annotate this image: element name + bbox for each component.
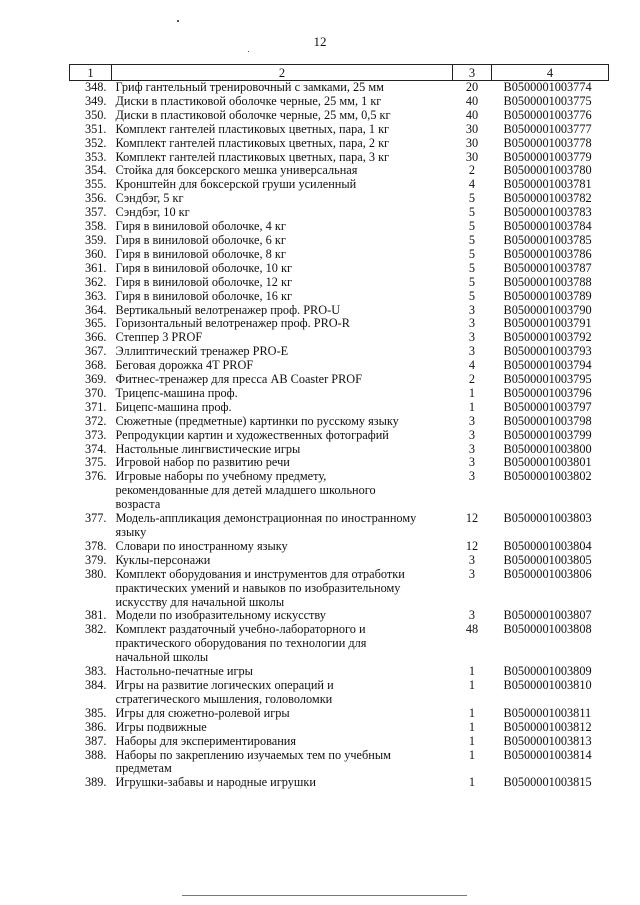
item-name-line: стратегического мышления, головоломки: [115, 691, 333, 706]
row-number: 364.: [84, 302, 107, 317]
item-name: Комплект гантелей пластиковых цветных, пара, 3 кг: [115, 149, 390, 164]
row-number: 379.: [84, 552, 107, 567]
row-number: 385.: [84, 705, 107, 720]
item-code: В0500001003797: [503, 399, 592, 414]
item-code: В0500001003794: [503, 358, 592, 373]
item-name: Наборы для экспериментирования: [115, 733, 297, 748]
table-row: [70, 359, 609, 373]
item-name: [112, 568, 453, 610]
table-row: [70, 151, 609, 165]
row-number: 367.: [84, 344, 107, 359]
table-row: [70, 206, 609, 220]
row-number: 386.: [84, 719, 107, 734]
item-quantity: 1: [468, 677, 476, 692]
item-code: В0500001003791: [503, 316, 592, 331]
item-code: В0500001003796: [503, 385, 592, 400]
item-name: Комплект гантелей пластиковых цветных, пара, 2 кг: [115, 135, 390, 150]
row-number: 366.: [84, 330, 107, 345]
item-name: Настольно-печатные игры: [115, 664, 253, 679]
item-quantity: 20: [465, 80, 479, 94]
item-name: Гиря в виниловой оболочке, 16 кг: [115, 288, 293, 303]
table-header-row: [70, 65, 609, 81]
item-quantity: 12: [465, 538, 479, 553]
item-name: Эллиптический тренажер PRO-E: [115, 344, 289, 359]
row-number: 383.: [84, 664, 107, 679]
row-number: 371.: [84, 399, 107, 414]
item-quantity: 30: [465, 121, 479, 136]
table-body: [70, 81, 609, 791]
item-name: Комплект гантелей пластиковых цветных, пара, 1 кг: [115, 121, 390, 136]
item-code: В0500001003783: [503, 205, 592, 220]
row-number: 356.: [84, 191, 107, 206]
item-code: В0500001003807: [503, 608, 592, 623]
item-name: Гиря в виниловой оболочке, 12 кг: [115, 274, 293, 289]
item-name: Фитнес-тренажер для пресса AB Coaster PROF: [115, 372, 363, 387]
row-number: 361.: [84, 260, 107, 275]
row-number: 363.: [84, 288, 107, 303]
item-code: В0500001003782: [503, 191, 592, 206]
row-number: 369.: [84, 372, 107, 387]
item-code: В0500001003803: [503, 511, 592, 526]
item-code: В0500001003785: [503, 232, 592, 247]
table-row: [70, 470, 609, 512]
item-quantity: 4: [468, 358, 476, 373]
row-number: 360.: [84, 246, 107, 261]
row-number: 388.: [84, 747, 107, 762]
table-row: [70, 137, 609, 151]
item-code: В0500001003814: [503, 747, 592, 762]
row-number: 353.: [84, 149, 107, 164]
row-number: 378.: [84, 538, 107, 553]
table-row: [70, 679, 609, 707]
table-row: [70, 220, 609, 234]
item-name: Гиря в виниловой оболочке, 8 кг: [115, 246, 286, 261]
row-number: 376.: [84, 469, 107, 484]
item-quantity: 3: [468, 608, 476, 623]
table-row: [70, 429, 609, 443]
item-name-line: практического оборудования по технологии для: [115, 636, 367, 651]
item-name-line: начальной школы: [115, 650, 209, 665]
item-code: В0500001003813: [503, 733, 592, 748]
item-quantity: 3: [468, 469, 476, 484]
item-code: В0500001003776: [503, 107, 592, 122]
item-code: В0500001003806: [503, 566, 592, 581]
item-name: Сэндбэг, 5 кг: [115, 191, 184, 206]
item-code: В0500001003778: [503, 135, 592, 150]
table-row: [70, 192, 609, 206]
row-number: 389.: [84, 775, 107, 790]
item-quantity: 5: [468, 232, 476, 247]
row-number: 348.: [84, 80, 107, 94]
item-name: Игровой набор по развитию речи: [115, 455, 290, 470]
table-row: [70, 554, 609, 568]
item-quantity: 1: [468, 775, 476, 790]
row-number: 373.: [84, 427, 107, 442]
table-row: [70, 456, 609, 470]
scan-speck: [248, 51, 249, 52]
row-number: 382.: [84, 622, 107, 637]
table-row: [70, 512, 609, 540]
table-row: [70, 262, 609, 276]
header-cell-name: 2: [112, 65, 453, 81]
item-name: Трицепс-машина проф.: [115, 385, 238, 400]
inventory-table: [69, 64, 609, 790]
table-row: [70, 735, 609, 749]
item-name-line: Комплект раздаточный учебно-лабораторного и: [115, 622, 366, 637]
item-quantity: 3: [468, 455, 476, 470]
item-name-line: языку: [115, 525, 147, 539]
table-row: [70, 609, 609, 623]
item-name: Гриф гантельный тренировочный с замками, 25 мм: [115, 80, 384, 94]
item-code: В0500001003800: [503, 441, 592, 456]
header-cell-number: 1: [70, 65, 112, 81]
table-row: [70, 276, 609, 290]
row-number: 351.: [84, 121, 107, 136]
item-name: Настольные лингвистические игры: [115, 441, 301, 456]
item-name: Диски в пластиковой оболочке черные, 25 мм, 0,5 кг: [115, 107, 391, 122]
row-number: 365.: [84, 316, 107, 331]
item-quantity: 5: [468, 260, 476, 275]
item-code: В0500001003811: [503, 705, 592, 720]
table-row: [70, 665, 609, 679]
row-number: 357.: [84, 205, 107, 220]
item-code: В0500001003781: [503, 177, 592, 192]
item-code: В0500001003802: [503, 469, 592, 484]
table-row: [70, 304, 609, 318]
item-quantity: 5: [468, 191, 476, 206]
row-number: 384.: [84, 677, 107, 692]
table-row: [70, 387, 609, 401]
item-name: Сэндбэг, 10 кг: [115, 205, 190, 220]
item-quantity: 12: [465, 511, 479, 526]
row-number: 377.: [84, 511, 107, 526]
item-name: Игры для сюжетно-ролевой игры: [115, 705, 290, 720]
item-code: В0500001003798: [503, 413, 592, 428]
item-quantity: 1: [468, 705, 476, 720]
item-name: Диски в пластиковой оболочке черные, 25 мм, 1 кг: [115, 93, 382, 108]
item-name: [112, 679, 453, 707]
item-name-line: предметам: [115, 761, 172, 776]
item-quantity: 1: [468, 399, 476, 414]
item-code: В0500001003808: [503, 622, 592, 637]
item-quantity: 1: [468, 747, 476, 762]
item-name: Горизонтальный велотренажер проф. PRO-R: [115, 316, 350, 331]
table-row: [70, 415, 609, 429]
item-name: Словари по иностранному языку: [115, 538, 288, 553]
item-quantity: 40: [465, 93, 479, 108]
item-quantity: 30: [465, 149, 479, 164]
row-number: 354.: [84, 163, 107, 178]
item-code: В0500001003805: [503, 552, 592, 567]
item-quantity: 3: [468, 427, 476, 442]
item-name: Кронштейн для боксерской груши усиленный: [115, 177, 357, 192]
row-number: 381.: [84, 608, 107, 623]
item-name-line: практических умений и навыков по изобразительному: [115, 580, 401, 595]
table-row: [70, 443, 609, 457]
table-row: [70, 81, 609, 95]
item-code: В0500001003786: [503, 246, 592, 261]
table-row: [70, 707, 609, 721]
item-quantity: 1: [468, 719, 476, 734]
item-quantity: 2: [468, 372, 476, 387]
row-number: 368.: [84, 358, 107, 373]
item-name: Беговая дорожка 4T PROF: [115, 358, 254, 373]
item-code: В0500001003812: [503, 719, 592, 734]
table-row: [70, 623, 609, 665]
table-row: [70, 568, 609, 610]
item-name-line: искусству для начальной школы: [115, 594, 285, 609]
row-number: 372.: [84, 413, 107, 428]
item-name-line: возраста: [115, 497, 161, 512]
item-quantity: 40: [465, 107, 479, 122]
item-code: В0500001003779: [503, 149, 592, 164]
item-code: В0500001003804: [503, 538, 592, 553]
table-row: [70, 331, 609, 345]
item-code: В0500001003788: [503, 274, 592, 289]
item-quantity: 30: [465, 135, 479, 150]
item-name-line: Игры на развитие логических операций и: [115, 677, 334, 692]
item-quantity: 4: [468, 177, 476, 192]
item-name-line: Игровые наборы по учебному предмету,: [115, 469, 327, 484]
item-code: В0500001003784: [503, 219, 592, 234]
item-name: Степпер 3 PROF: [115, 330, 203, 345]
row-number: 359.: [84, 232, 107, 247]
table-row: [70, 776, 609, 790]
item-code: В0500001003809: [503, 664, 592, 679]
item-name: Гиря в виниловой оболочке, 10 кг: [115, 260, 293, 275]
row-number: 380.: [84, 566, 107, 581]
item-quantity: 1: [468, 733, 476, 748]
item-name: Гиря в виниловой оболочке, 6 кг: [115, 232, 286, 247]
item-quantity: 5: [468, 205, 476, 220]
item-code: В0500001003810: [503, 677, 592, 692]
item-name: [112, 623, 453, 665]
table-row: [70, 721, 609, 735]
scan-speck: [177, 20, 179, 22]
item-name: Репродукции картин и художественных фотографий: [115, 427, 389, 442]
table-row: [70, 178, 609, 192]
item-code: В0500001003787: [503, 260, 592, 275]
row-number: 362.: [84, 274, 107, 289]
item-name: [112, 512, 453, 540]
item-name: Куклы-персонажи: [115, 552, 211, 567]
item-name-line: Модель-аппликация демонстрационная по иностранному: [115, 511, 417, 526]
table-row: [70, 749, 609, 777]
item-code: В0500001003789: [503, 288, 592, 303]
table-row: [70, 373, 609, 387]
item-name: Сюжетные (предметные) картинки по русскому языку: [115, 413, 399, 428]
item-quantity: 3: [468, 302, 476, 317]
header-cell-quantity: 3: [453, 65, 492, 81]
item-name: Вертикальный велотренажер проф. PRO-U: [115, 302, 341, 317]
item-name-line: Комплект оборудования и инструментов для отработки: [115, 566, 405, 581]
item-code: В0500001003792: [503, 330, 592, 345]
row-number: 387.: [84, 733, 107, 748]
table-row: [70, 317, 609, 331]
item-name: [112, 749, 453, 777]
item-quantity: 3: [468, 552, 476, 567]
table-row: [70, 95, 609, 109]
item-name: Игрушки-забавы и народные игрушки: [115, 775, 316, 790]
row-number: 375.: [84, 455, 107, 470]
row-number: 355.: [84, 177, 107, 192]
item-quantity: 1: [468, 664, 476, 679]
page-number: 12: [313, 34, 327, 49]
item-name: [112, 470, 453, 512]
item-quantity: 3: [468, 441, 476, 456]
table-row: [70, 345, 609, 359]
header-cell-code: 4: [492, 65, 609, 81]
row-number: 352.: [84, 135, 107, 150]
item-code: В0500001003777: [503, 121, 592, 136]
item-name-line: рекомендованные для детей младшего школьного: [115, 483, 376, 498]
table-row: [70, 540, 609, 554]
table-row: [70, 290, 609, 304]
item-name: Игры подвижные: [115, 719, 207, 734]
item-code: В0500001003790: [503, 302, 592, 317]
item-name: Гиря в виниловой оболочке, 4 кг: [115, 219, 286, 234]
row-number: 349.: [84, 93, 107, 108]
item-quantity: 5: [468, 288, 476, 303]
row-number: 350.: [84, 107, 107, 122]
item-name: Стойка для боксерского мешка универсальная: [115, 163, 358, 178]
item-code: В0500001003815: [503, 775, 592, 790]
row-number: 370.: [84, 385, 107, 400]
item-name: Модели по изобразительному искусству: [115, 608, 326, 623]
item-name-line: Наборы по закреплению изучаемых тем по учебным: [115, 747, 391, 762]
item-quantity: 3: [468, 344, 476, 359]
item-quantity: 2: [468, 163, 476, 178]
table-row: [70, 248, 609, 262]
item-code: В0500001003799: [503, 427, 592, 442]
footer-rule: [182, 895, 467, 896]
table-row: [70, 164, 609, 178]
table-row: [70, 234, 609, 248]
row-number: 374.: [84, 441, 107, 456]
row-number: 358.: [84, 219, 107, 234]
item-quantity: 3: [468, 316, 476, 331]
item-quantity: 3: [468, 566, 476, 581]
item-code: В0500001003775: [503, 93, 592, 108]
item-code: В0500001003795: [503, 372, 592, 387]
item-quantity: 1: [468, 385, 476, 400]
item-quantity: 5: [468, 246, 476, 261]
item-code: В0500001003801: [503, 455, 592, 470]
table-row: [70, 123, 609, 137]
item-quantity: 3: [468, 413, 476, 428]
item-code: В0500001003780: [503, 163, 592, 178]
item-code: В0500001003793: [503, 344, 592, 359]
item-quantity: 3: [468, 330, 476, 345]
item-code: В0500001003774: [503, 80, 592, 94]
item-name: Бицепс-машина проф.: [115, 399, 232, 414]
table-row: [70, 109, 609, 123]
item-quantity: 48: [465, 622, 479, 637]
table-row: [70, 401, 609, 415]
item-quantity: 5: [468, 219, 476, 234]
item-quantity: 5: [468, 274, 476, 289]
